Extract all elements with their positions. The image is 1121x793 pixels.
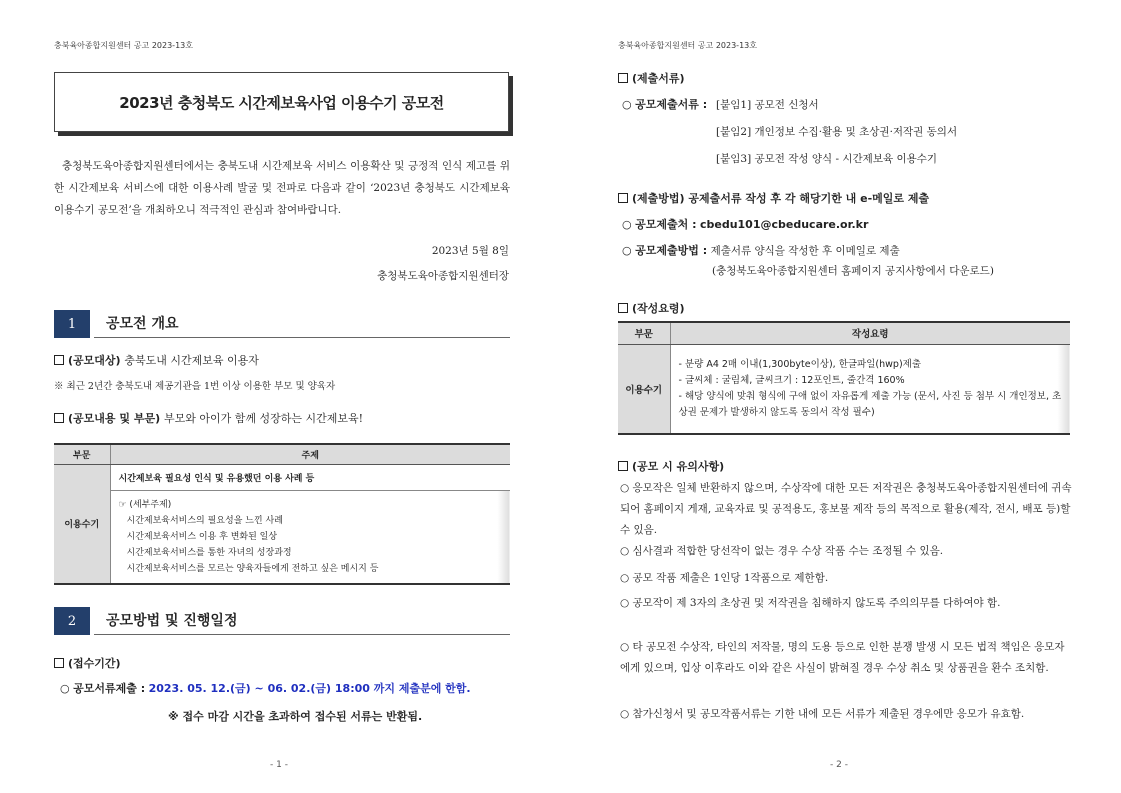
email-label: 공모제출처 : bbox=[635, 218, 697, 231]
method-note: (충청북도육아종합지원센터 홈페이지 공지사항에서 다운로드) bbox=[712, 265, 994, 277]
table-header-category: 부문 bbox=[618, 322, 670, 344]
docs-label: (제출서류) bbox=[632, 72, 685, 85]
doc-item: [붙임2] 개인정보 수집·활용 및 초상권·저작권 동의서 bbox=[716, 126, 958, 138]
section-title: 공모방법 및 진행일정 bbox=[106, 613, 238, 629]
guide-label: (작성요령) bbox=[632, 302, 685, 315]
doc-item: [붙임1] 공모전 신청서 bbox=[716, 99, 819, 111]
circle-bullet-icon: ○ bbox=[60, 682, 70, 695]
table-header-guide: 작성요령 bbox=[670, 322, 1070, 344]
method-label: (제출방법) 공제출서류 작성 후 각 해당기한 내 e-메일로 제출 bbox=[632, 192, 930, 205]
content-label: (공모내용 및 부문) bbox=[68, 412, 161, 425]
docs-heading bbox=[618, 70, 685, 86]
table-category-cell: 이용수기 bbox=[618, 344, 670, 434]
target-text: 충북도내 시간제보육 이용자 bbox=[124, 354, 259, 367]
page-number: - 1 - bbox=[270, 760, 288, 770]
list-item: ○ 참가신청서 및 공모작품서류는 기한 내에 모든 서류가 제출된 경우에만 응모가 유효함. bbox=[620, 708, 1025, 720]
table-header-category: 부문 bbox=[54, 444, 110, 464]
intro-paragraph: 충청북도육아종합지원센터에서는 충북도내 시간제보육 서비스 이용확산 및 긍정적 인식 제고를 위한 시간제보육 서비스에 대한 이용사례 발굴 및 전파로 다음과 같이 ‘2023년 충청북도 시간제보육 이용수기 공모전’을 개최하오니 적극적인 관심과 참여바랍니다. bbox=[54, 160, 510, 216]
method-text: 제출서류 양식을 작성한 후 이메일로 제출 bbox=[710, 245, 900, 257]
announcement-date: 2023년 5월 8일 bbox=[431, 245, 509, 257]
guide-heading bbox=[618, 300, 685, 316]
guide-table bbox=[618, 321, 1070, 435]
page-1 bbox=[0, 0, 560, 793]
list-item: ○ 공모 작품 제출은 1인당 1작품으로 제한함. bbox=[620, 572, 829, 584]
organization-name: 충청북도육아종합지원센터장 bbox=[377, 270, 509, 282]
list-item: 시간제보육서비스를 모르는 양육자들에게 전하고 싶은 메시지 등 bbox=[126, 563, 379, 574]
page-header: 충북육아종합지원센터 공고 2023-13호 bbox=[618, 41, 757, 50]
target-heading bbox=[54, 352, 259, 368]
subtopic-list bbox=[110, 490, 510, 584]
table-topic-cell: 시간제보육 필요성 인식 및 유용했던 이용 사례 등 bbox=[110, 464, 510, 490]
section-number: 2 bbox=[54, 607, 90, 635]
list-item: ○ 타 공모전 수상작, 타인의 저작물, 명의 도용 등으로 인한 분쟁 발생 시 모든 법적 책임은 응모자에게 있으며, 입상 이후라도 이와 같은 사실이 밝혀질 경우 수상 취소 및 상품권을 환수 조치함. bbox=[620, 641, 1065, 674]
period-heading bbox=[54, 655, 121, 671]
method-line bbox=[622, 242, 900, 258]
circle-bullet-icon: ○ bbox=[622, 218, 632, 231]
page-number: - 2 - bbox=[830, 760, 848, 770]
list-item: 시간제보육서비스 이용 후 변화된 일상 bbox=[126, 531, 278, 542]
topic-table bbox=[54, 443, 510, 585]
target-label: (공모대상) bbox=[68, 354, 121, 367]
section-1-heading bbox=[54, 310, 510, 338]
submit-period-value: 2023. 05. 12.(금) ~ 06. 02.(금) 18:00 까지 제출분에 한함. bbox=[148, 682, 471, 695]
deadline-warning: ※ 접수 마감 시간을 초과하여 접수된 서류는 반환됨. bbox=[168, 710, 423, 723]
caution-label: (공모 시 유의사항) bbox=[632, 460, 725, 473]
submit-label: 공모서류제출 : bbox=[73, 682, 146, 695]
document-title: 2023년 충청북도 시간제보육사업 이용수기 공모전 bbox=[54, 72, 509, 132]
list-item: - 해당 양식에 맞춰 형식에 구애 없이 자유롭게 제출 가능 (문서, 사진 등 첨부 시 개인정보, 초상권 문제가 발생하지 않도록 동의서 작성 필수) bbox=[678, 390, 1062, 418]
method-heading bbox=[618, 190, 929, 206]
section-divider bbox=[94, 634, 510, 635]
period-label: (접수기간) bbox=[68, 657, 121, 670]
circle-bullet-icon: ○ bbox=[622, 98, 632, 111]
list-item: - 분량 A4 2매 이내(1,300byte이상), 한글파일(hwp)제출 bbox=[678, 358, 921, 370]
doc-item: [붙임3] 공모전 작성 양식 - 시간제보육 이용수기 bbox=[716, 153, 938, 165]
docs-item-label: 공모제출서류 : bbox=[635, 98, 708, 111]
list-item: ○ 응모작은 일체 반환하지 않으며, 수상작에 대한 모든 저작권은 충청북도육아종합지원센터에 귀속되어 홈페이지 게재, 교육자료 및 공적용도, 홍보물 제작 등의 목적으로 활용(제작, 전시, 배포 등)할 수 있음. bbox=[620, 482, 1072, 536]
submit-period-line bbox=[60, 680, 471, 696]
list-item: 시간제보육서비스의 필요성을 느낀 사례 bbox=[126, 515, 283, 526]
list-item: 시간제보육서비스를 통한 자녀의 성장과정 bbox=[126, 547, 292, 558]
checkbox-square-icon bbox=[618, 73, 628, 83]
table-header-topic: 주제 bbox=[110, 444, 510, 464]
guide-list bbox=[670, 344, 1070, 434]
checkbox-square-icon bbox=[618, 461, 628, 471]
table-category-cell: 이용수기 bbox=[54, 464, 110, 584]
page-header: 충북육아종합지원센터 공고 2023-13호 bbox=[54, 41, 193, 50]
circle-bullet-icon: ○ bbox=[622, 244, 632, 257]
section-divider bbox=[94, 337, 510, 338]
docs-line bbox=[622, 96, 707, 112]
checkbox-square-icon bbox=[618, 193, 628, 203]
list-item: - 글씨체 : 굴림체, 글씨크기 : 12포인트, 줄간격 160% bbox=[678, 374, 905, 386]
subtopic-title: ☞ (세부주제) bbox=[118, 499, 172, 510]
list-item: ○ 심사결과 적합한 당선작이 없는 경우 수상 작품 수는 조정될 수 있음. bbox=[620, 545, 944, 557]
target-note: ※ 최근 2년간 충북도내 제공기관을 1번 이상 이용한 부모 및 양육자 bbox=[54, 381, 336, 392]
content-text: 부모와 아이가 함께 성장하는 시간제보육! bbox=[163, 412, 364, 425]
caution-heading bbox=[618, 458, 724, 474]
content-heading bbox=[54, 410, 363, 426]
list-item: ○ 공모작이 제 3자의 초상권 및 저작권을 침해하지 않도록 주의의무를 다하여야 함. bbox=[620, 597, 1001, 609]
checkbox-square-icon bbox=[54, 658, 64, 668]
checkbox-square-icon bbox=[54, 413, 64, 423]
section-number: 1 bbox=[54, 310, 90, 338]
checkbox-square-icon bbox=[54, 355, 64, 365]
section-title: 공모전 개요 bbox=[106, 316, 179, 332]
section-2-heading bbox=[54, 607, 510, 635]
checkbox-square-icon bbox=[618, 303, 628, 313]
method-item-label: 공모제출방법 : bbox=[635, 244, 708, 257]
email-line bbox=[622, 216, 868, 232]
email-value: cbedu101@cbeducare.or.kr bbox=[699, 218, 869, 231]
